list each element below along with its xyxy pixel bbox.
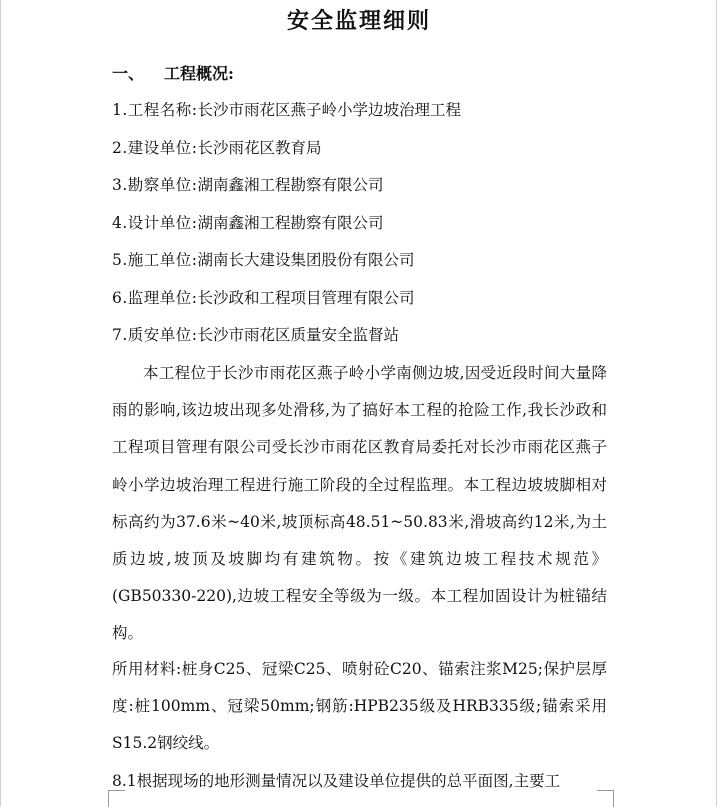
- page-right-edge: [716, 0, 717, 806]
- info-value: 湖南鑫湘工程勘察有限公司: [197, 213, 384, 232]
- project-info-list: [112, 97, 461, 360]
- info-item-quality-safety: [112, 322, 461, 360]
- section-number: 一、: [112, 64, 145, 83]
- page-left-edge: [0, 0, 1, 806]
- info-label: 6.监理单位:: [112, 288, 198, 307]
- info-value: 长沙雨花区教育局: [197, 138, 322, 157]
- materials-paragraph: 所用材料:桩身C25、冠梁C25、喷射砼C20、锚索注浆M25;保护层厚度:桩100mm、冠梁50mm;钢筋:HPB235级及HRB335级;锚索采用S15.2钢绞线。: [112, 660, 607, 753]
- info-item-construction: [112, 247, 461, 285]
- intro-paragraph: 本工程位于长沙市雨花区燕子岭小学南侧边坡,因受近段时间大量降雨的影响,该边坡出现多处滑移,为了搞好本工程的抢险工作,我长沙政和工程项目管理有限公司受长沙市雨花区教育局委托对长沙市雨花区燕子岭小学边坡治理工程进行施工阶段的全过程监理。本工程边坡坡脚相对标高约为37.6米~40米,坡顶标高48.51~50.83米,滑坡高约12米,为土质边坡,坡顶及坡脚均有建筑物。按《建筑边坡工程技术规范》(GB50330-220),边坡工程安全等级为一级。本工程加固设计为桩锚结构。: [112, 364, 607, 643]
- info-item-survey: [112, 172, 461, 210]
- info-label: 7.质安单位:: [112, 326, 198, 344]
- info-value: 湖南鑫湘工程勘察有限公司: [197, 176, 384, 194]
- info-value: 长沙市雨花区燕子岭小学边坡治理工程: [197, 101, 462, 119]
- info-value: 湖南长大建设集团股份有限公司: [197, 251, 415, 269]
- margin-corner-mark: [597, 790, 614, 807]
- info-label: 3.勘察单位:: [112, 176, 198, 194]
- info-item-project-name: [112, 97, 461, 135]
- info-label: 4.设计单位:: [112, 213, 198, 232]
- info-value: 长沙市雨花区质量安全监督站: [197, 326, 400, 344]
- info-label: 1.工程名称:: [112, 101, 198, 119]
- info-item-owner: [112, 135, 461, 173]
- info-label: 5.施工单位:: [112, 251, 198, 269]
- section-heading-text: 工程概况:: [164, 64, 234, 83]
- info-label: 2.建设单位:: [112, 138, 198, 157]
- info-item-design: [112, 210, 461, 248]
- document-title: 安全监理细则: [286, 8, 431, 34]
- info-value: 长沙政和工程项目管理有限公司: [197, 288, 415, 307]
- info-item-supervision: [112, 285, 461, 323]
- clause-paragraph: 8.1根据现场的地形测量情况以及建设单位提供的总平面图,主要工: [112, 772, 561, 790]
- section-heading: [112, 61, 234, 84]
- margin-corner-mark: [108, 790, 125, 807]
